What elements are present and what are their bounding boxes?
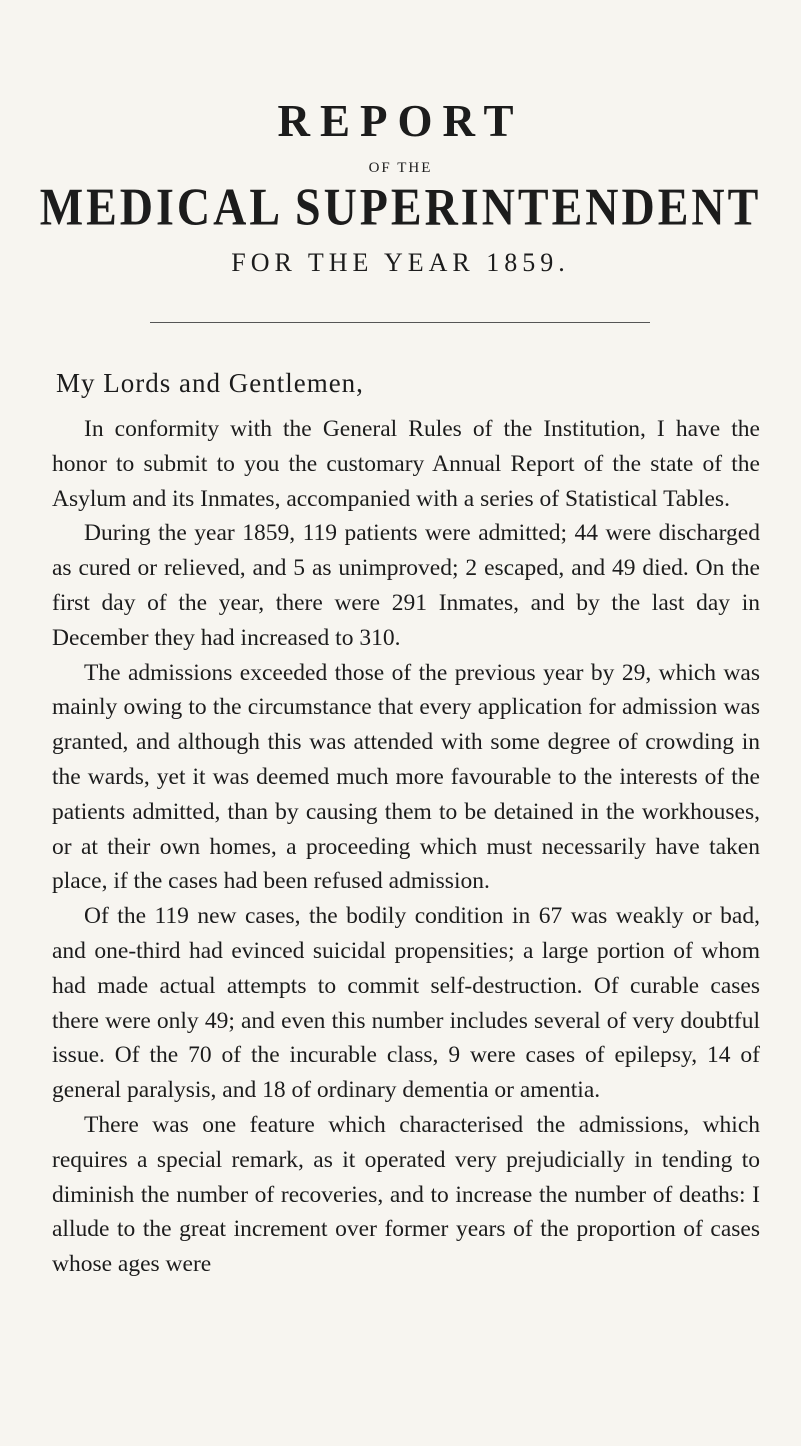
title-divider — [150, 322, 650, 323]
year-line: FOR THE YEAR 1859. — [231, 248, 570, 277]
report-title: REPORT — [277, 96, 524, 146]
paragraph: Of the 119 new cases, the bodily condition in 67 was weakly or bad, and one-third had evinced suicidal propensities; a large portion of whom had made actual attempts to commit self-destruction. Of curable cases there were only 49; and even this number includes several of very doubtful issue. Of the 70 of the incurable class, 9 were cases of epilepsy, 14 of general paralysis, and 18 of ordinary dementia or amentia. — [52, 903, 760, 1104]
paragraph: The admissions exceeded those of the previous year by 29, which was mainly owing to the circumstance that every application for admission was granted, and although this was attended with some degree of crowding in the wards, yet it was deemed much more favourable to the interests of the patients admitted, than by causing them to be detained in the workhouses, or at their own homes, a proceeding which must necessarily have taken place, if the cases had been refused admission. — [52, 659, 760, 895]
paragraph: In conformity with the General Rules of the Institution, I have the honor to submit to you the customary Annual Report of the state of the Asylum and its Inmates, accompanied with a series of Statistical Tables. — [52, 416, 760, 512]
report-body — [52, 412, 760, 1282]
paragraph: There was one feature which characterised the admissions, which requires a special remark, as it operated very prejudicially in tending to diminish the number of recoveries, and to increase the number of deaths: I allude to the great increment over former years of the proportion of cases whose ages were — [52, 1111, 760, 1278]
paragraph: During the year 1859, 119 patients were admitted; 44 were discharged as cured or relieved, and 5 as unimproved; 2 escaped, and 49 died. On the first day of the year, there were 291 Inmates, and by the last day in December they had increased to 310. — [52, 520, 760, 651]
of-the-line: OF THE — [368, 160, 433, 176]
salutation: My Lords and Gentlemen, — [56, 368, 364, 398]
report-subtitle: MEDICAL SUPERINTENDENT — [39, 177, 762, 236]
